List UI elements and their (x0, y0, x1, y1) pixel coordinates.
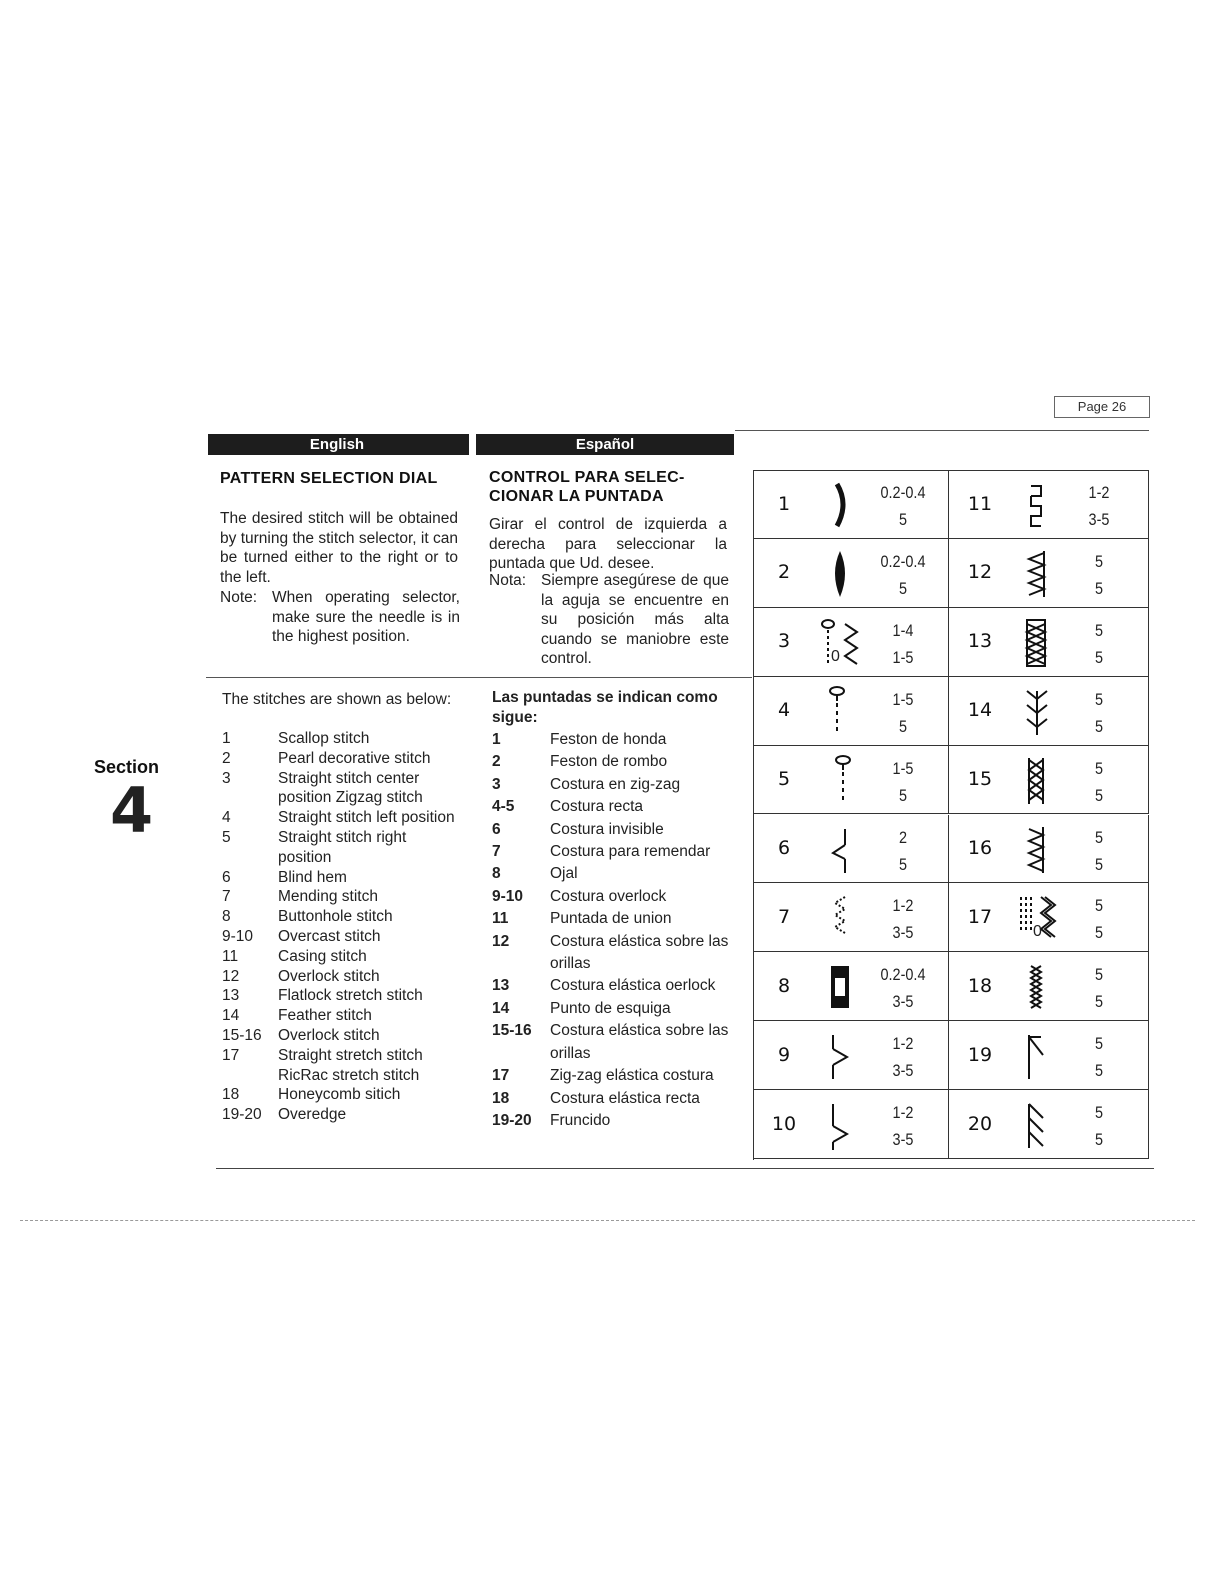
stitch-number: 3 (222, 769, 231, 787)
stitch-cell (949, 608, 1149, 677)
stitch-number: 16 (967, 837, 993, 859)
stitch-name: Mending stitch (278, 888, 378, 906)
stitch-length: 5 (1094, 854, 1104, 874)
list-item (222, 749, 462, 769)
stitch-length: 5 (1094, 1061, 1104, 1081)
stitch-cell (949, 815, 1149, 884)
stitch-length: 3-5 (892, 923, 914, 943)
stitch-name: Overedge (278, 1106, 347, 1124)
stitch-width: 5 (1094, 965, 1104, 985)
stitch-length: 5 (898, 854, 908, 874)
stitch-name: Feston de honda (550, 731, 667, 748)
section-number: 4 (110, 774, 154, 847)
stitch-number: 8 (222, 908, 231, 926)
stitch-number: 15-16 (492, 1022, 532, 1040)
stitch-length: 5 (1094, 578, 1104, 598)
spanish-intro: Girar el control de izquierda a derecha para seleccionar la puntada que Ud. desee. (489, 516, 727, 573)
spanish-header: Español (476, 434, 734, 455)
stitch-cell (753, 952, 949, 1021)
list-item (222, 907, 462, 927)
stitch-width: 5 (1094, 1034, 1104, 1054)
stitch-name: Overcast stitch (278, 927, 381, 945)
overlock-cross-icon (1011, 752, 1061, 808)
stitch-length: 5 (898, 578, 908, 598)
spanish-note (489, 571, 729, 669)
stitch-number: 15 (967, 768, 993, 791)
stitch-name: Honeycomb sitich (278, 1086, 401, 1104)
stitch-name: Feather stitch (278, 1007, 372, 1025)
stitch-name: Straight stitch center position Zigzag stitch (278, 769, 423, 807)
note-text: When operating selector, make sure the needle is in the highest position. (272, 589, 460, 646)
stitch-number: 19-20 (492, 1111, 532, 1129)
stitch-number: 3 (492, 775, 501, 793)
list-item (222, 927, 462, 947)
stitch-number: 3 (777, 630, 791, 653)
straight-left-icon (815, 683, 865, 739)
stitch-name: Fruncido (550, 1111, 611, 1129)
list-item (492, 863, 744, 885)
page-number: Page 26 (1054, 396, 1150, 418)
spanish-stitch-list (492, 729, 744, 1132)
stitch-width: 1-2 (1088, 483, 1110, 502)
stitch-cell (949, 952, 1149, 1021)
stitch-number: 17 (967, 905, 993, 928)
stitch-cell (753, 470, 949, 539)
list-item (492, 819, 744, 841)
stitch-length: 5 (1094, 1130, 1104, 1150)
stitch-name: Straight stretch stitch RicRac stretch stitch (278, 1046, 423, 1084)
mending-icon (815, 889, 865, 945)
list-item (222, 868, 462, 888)
list-item (222, 769, 462, 809)
stitch-length: 5 (898, 510, 908, 529)
stitch-length: 3-5 (892, 1061, 914, 1081)
list-item (222, 729, 462, 749)
stitch-name: Costura elástica sobre las orillas (550, 1022, 729, 1062)
stitch-name: Overlock stitch (278, 967, 380, 985)
overedge-double-icon (1011, 1096, 1061, 1152)
stitch-width: 5 (1094, 620, 1104, 640)
divider (216, 1168, 1154, 1169)
stitch-width: 5 (1094, 689, 1104, 709)
stitch-name: Feston de rombo (550, 753, 668, 771)
stitch-width: 5 (1094, 896, 1104, 916)
stitch-number: 12 (222, 967, 240, 985)
list-item (222, 967, 462, 987)
stitch-length: 5 (898, 716, 908, 736)
stitch-number: 6 (492, 820, 501, 838)
stitch-number: 2 (222, 749, 231, 767)
stitch-number: 13 (967, 630, 993, 653)
stitch-table (753, 470, 1149, 1160)
list-item (492, 751, 744, 773)
stitch-name: Straight stitch left position (278, 809, 455, 827)
stitch-number: 7 (222, 888, 231, 906)
stitch-name: Costura elástica recta (550, 1089, 700, 1107)
stitch-number: 9 (777, 1043, 791, 1066)
english-stitch-list (222, 729, 462, 1125)
stitch-number: 13 (492, 977, 510, 995)
scan-line (20, 1220, 1195, 1221)
list-item (222, 1046, 462, 1086)
stitch-number: 11 (222, 947, 239, 965)
stitch-length: 5 (1094, 716, 1104, 736)
stitch-cell (753, 746, 949, 815)
stitch-number: 15-16 (222, 1026, 262, 1044)
overcast-alt-icon (815, 1096, 865, 1152)
list-item (492, 1088, 744, 1110)
section-label: Section (94, 757, 160, 777)
list-item (492, 1020, 744, 1065)
stitch-number: 14 (492, 999, 510, 1017)
stitch-number: 17 (492, 1067, 510, 1085)
overcast-icon (815, 1027, 865, 1083)
stitch-name: Casing stitch (278, 947, 367, 965)
stitch-width: 0.2-0.4 (880, 551, 926, 571)
stitch-cell (753, 883, 949, 952)
stitch-name: Ojal (550, 865, 578, 883)
stitch-number: 6 (777, 837, 791, 859)
stitch-cell (949, 1090, 1149, 1159)
straight-right-icon (815, 752, 865, 808)
stitch-length: 5 (1094, 647, 1104, 667)
stitch-number: 2 (777, 561, 791, 584)
casing-icon (1011, 476, 1061, 532)
stitch-name: Costura en zig-zag (550, 775, 681, 793)
english-heading: PATTERN SELECTION DIAL (220, 470, 438, 487)
flatlock-icon (1011, 614, 1061, 670)
buttonhole-icon (815, 958, 865, 1014)
spanish-list-intro: Las puntadas se indican como sigue: (492, 689, 718, 726)
spanish-heading-line1: CONTROL PARA SELEC- (489, 469, 685, 486)
stitch-length: 5 (898, 785, 908, 805)
stitch-width: 5 (1094, 551, 1104, 571)
stitch-cell (753, 815, 949, 884)
stitch-number: 19 (967, 1043, 993, 1066)
stitch-width: 0.2-0.4 (880, 965, 926, 985)
spanish-heading-line2: CIONAR LA PUNTADA (489, 488, 664, 505)
stitch-name: Flatlock stretch stitch (278, 987, 423, 1005)
stitch-name: Pearl decorative stitch (278, 749, 431, 767)
list-item (222, 887, 462, 907)
stitch-length: 5 (1094, 992, 1104, 1012)
stitch-length: 1-5 (892, 647, 914, 667)
stitch-name: Costura para remendar (550, 843, 711, 861)
stitch-number: 17 (222, 1046, 240, 1064)
stitch-number: 7 (492, 843, 501, 861)
list-item (492, 975, 744, 997)
stitch-name: Buttonhole stitch (278, 908, 393, 926)
list-item (222, 986, 462, 1006)
english-list-intro: The stitches are shown as below: (222, 691, 452, 708)
stitch-number: 2 (492, 753, 501, 771)
stitch-number: 18 (222, 1086, 240, 1104)
stitch-name: Punto de esquiga (550, 999, 671, 1017)
list-item (492, 729, 744, 751)
list-item (492, 908, 744, 930)
divider (206, 677, 752, 678)
stitch-cell (753, 1021, 949, 1090)
list-item (222, 1026, 462, 1046)
stitch-number: 8 (492, 865, 501, 883)
list-item (222, 1105, 462, 1125)
stitch-width: 5 (1094, 1103, 1104, 1123)
list-item (492, 796, 744, 818)
stitch-cell (949, 1021, 1149, 1090)
list-item (222, 828, 462, 868)
overlock-zigzag-icon (1011, 821, 1061, 877)
overedge-icon (1011, 1027, 1061, 1083)
zero-position-label: 0 (1033, 923, 1042, 941)
stitch-cell (753, 677, 949, 746)
pearl-icon (815, 545, 865, 601)
stitch-number: 12 (967, 561, 993, 584)
list-item (222, 808, 462, 828)
stitch-name: Zig-zag elástica costura (550, 1067, 714, 1085)
list-item (492, 998, 744, 1020)
zigzag-icon (815, 614, 865, 670)
note-text: Siempre asegúrese de que la aguja se encuentre en su posición más alta cuando se maniobre este control. (541, 572, 729, 668)
stitch-name: Costura invisible (550, 820, 664, 838)
stitch-length: 5 (1094, 785, 1104, 805)
stitch-name: Costura recta (550, 798, 644, 816)
stitch-cell (949, 677, 1149, 746)
stitch-width: 1-2 (892, 896, 914, 916)
stitch-name: Scallop stitch (278, 730, 370, 747)
list-item (492, 886, 744, 908)
stitch-number: 13 (222, 987, 240, 1005)
header-separator (466, 434, 476, 455)
stitch-length: 3-5 (1088, 510, 1110, 529)
stitch-cell (949, 539, 1149, 608)
english-intro: The desired stitch will be obtained by turning the stitch selector, it can be turned either to the right or to the left. (220, 510, 458, 586)
stitch-number: 20 (967, 1112, 993, 1135)
stitch-name: Straight stitch right position (278, 828, 407, 866)
divider (735, 430, 1149, 431)
stitch-cell (753, 539, 949, 608)
stitch-number: 1 (777, 492, 791, 515)
overlock-icon (1011, 545, 1061, 601)
stitch-number: 14 (967, 699, 993, 722)
stitch-cell (949, 746, 1149, 815)
stitch-cell (949, 470, 1149, 539)
stitch-number: 5 (777, 768, 791, 791)
list-item (492, 774, 744, 796)
stitch-number: 14 (222, 1007, 240, 1025)
stitch-width: 1-2 (892, 1103, 914, 1123)
list-item (222, 947, 462, 967)
list-item (492, 1110, 744, 1132)
english-note (220, 588, 460, 647)
stitch-width: 0.2-0.4 (880, 483, 926, 502)
blind-hem-icon (815, 821, 865, 877)
stitch-number: 8 (777, 974, 791, 997)
stitch-number: 10 (771, 1112, 797, 1135)
list-item (492, 931, 744, 976)
stitch-width: 1-2 (892, 1034, 914, 1054)
stitch-number: 9-10 (492, 887, 524, 905)
stitch-length: 5 (1094, 923, 1104, 943)
stitch-number: 9-10 (222, 927, 254, 945)
english-header: English (208, 434, 466, 455)
stitch-length: 3-5 (892, 1130, 914, 1150)
stitch-cell (753, 1090, 949, 1159)
stitch-number: 5 (222, 828, 231, 846)
stitch-number: 4-5 (492, 798, 515, 816)
note-label: Note: (220, 589, 258, 606)
stitch-number: 18 (492, 1089, 510, 1107)
stitch-width: 5 (1094, 827, 1104, 847)
stitch-width: 5 (1094, 758, 1104, 778)
stitch-number: 4 (222, 809, 231, 827)
stitch-name: Costura overlock (550, 887, 667, 905)
scallop-icon (815, 476, 865, 532)
honeycomb-icon (1011, 958, 1061, 1014)
stitch-width: 1-5 (892, 689, 914, 709)
stitch-number: 19-20 (222, 1106, 262, 1124)
stitch-number: 12 (492, 932, 510, 950)
stitch-name: Costura elástica oerlock (550, 977, 716, 995)
stitch-name: Overlock stitch (278, 1026, 380, 1044)
stitch-name: Puntada de union (550, 910, 672, 928)
stitch-width: 1-4 (892, 620, 914, 640)
stitch-cell (753, 608, 949, 677)
zero-position-label: 0 (831, 647, 840, 665)
stitch-number: 18 (967, 974, 993, 997)
stitch-length: 3-5 (892, 992, 914, 1012)
stitch-number: 1 (222, 730, 231, 747)
list-item (492, 1065, 744, 1087)
stitch-number: 6 (222, 868, 231, 886)
stitch-number: 1 (492, 731, 501, 748)
stitch-number: 4 (777, 699, 791, 722)
stitch-name: Costura elástica sobre las orillas (550, 932, 729, 973)
stitch-number: 11 (492, 910, 509, 928)
list-item (492, 841, 744, 863)
stitch-number: 7 (777, 905, 791, 928)
stitch-name: Blind hem (278, 868, 347, 886)
stitch-number: 11 (967, 492, 993, 515)
stitch-cell (949, 883, 1149, 952)
note-label: Nota: (489, 572, 527, 589)
stitch-width: 1-5 (892, 758, 914, 778)
stitch-width: 2 (898, 827, 908, 847)
list-item (222, 1085, 462, 1105)
list-item (222, 1006, 462, 1026)
feather-icon (1011, 683, 1061, 739)
